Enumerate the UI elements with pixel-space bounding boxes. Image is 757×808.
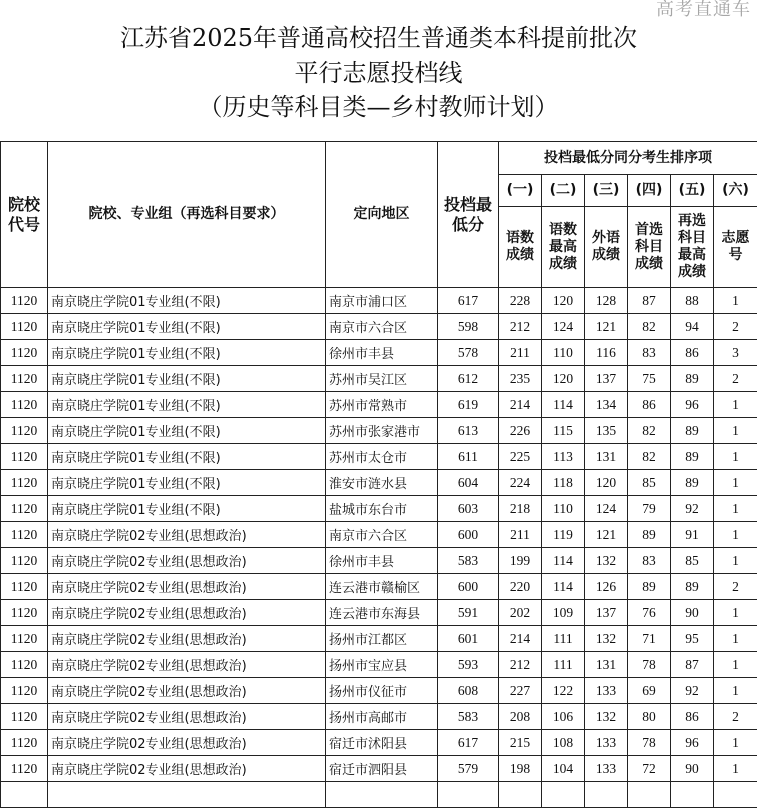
header-rank-5: (五) — [671, 175, 714, 207]
cell-rank-3: 116 — [585, 340, 628, 366]
cell-min-score: 593 — [438, 652, 499, 678]
cell-rank-3: 132 — [585, 704, 628, 730]
cell-rank-1: 227 — [499, 678, 542, 704]
cell-name: 南京晓庄学院01专业组(不限) — [48, 314, 326, 340]
cell-code: 1120 — [1, 704, 48, 730]
cell-rank-3: 133 — [585, 678, 628, 704]
cell-code: 1120 — [1, 444, 48, 470]
cell-code: 1120 — [1, 418, 48, 444]
cell-rank-4: 89 — [628, 522, 671, 548]
cell-rank-6: 1 — [714, 678, 757, 704]
cell-rank-4: 71 — [628, 626, 671, 652]
cell-name: 南京晓庄学院02专业组(思想政治) — [48, 548, 326, 574]
cell-rank-5: 89 — [671, 418, 714, 444]
cell-rank-4: 83 — [628, 340, 671, 366]
cell-region: 盐城市东台市 — [326, 496, 438, 522]
cell-rank-6: 1 — [714, 626, 757, 652]
cell-region: 苏州市常熟市 — [326, 392, 438, 418]
table-row — [1, 392, 757, 418]
table-row — [1, 756, 757, 782]
cell-min-score: 611 — [438, 444, 499, 470]
cell-rank-3: 121 — [585, 522, 628, 548]
header-rank-2: (二) — [542, 175, 585, 207]
cell-rank-6: 1 — [714, 444, 757, 470]
table-row — [1, 522, 757, 548]
cell-rank-6: 1 — [714, 548, 757, 574]
cell-min-score: 600 — [438, 574, 499, 600]
cell-rank-1: 228 — [499, 288, 542, 314]
header-name: 院校、专业组（再选科目要求） — [48, 142, 326, 288]
cell-name: 南京晓庄学院02专业组(思想政治) — [48, 600, 326, 626]
cell-rank-1: 211 — [499, 522, 542, 548]
cell-rank-5: 89 — [671, 366, 714, 392]
cell-min-score: 601 — [438, 626, 499, 652]
cell-code: 1120 — [1, 522, 48, 548]
cell-rank-6: 1 — [714, 418, 757, 444]
table-row — [1, 366, 757, 392]
cell-rank-1: 215 — [499, 730, 542, 756]
cell-rank-3: 128 — [585, 288, 628, 314]
cell-rank-6: 1 — [714, 470, 757, 496]
cell-rank-3: 132 — [585, 626, 628, 652]
cell-rank-4: 80 — [628, 704, 671, 730]
cell-rank-2: 104 — [542, 756, 585, 782]
cell-region: 南京市浦口区 — [326, 288, 438, 314]
cell-rank-4: 82 — [628, 444, 671, 470]
cell-name: 南京晓庄学院02专业组(思想政治) — [48, 652, 326, 678]
cell-rank-3: 126 — [585, 574, 628, 600]
table-row-empty — [1, 782, 757, 808]
cell-rank-1: 212 — [499, 314, 542, 340]
cell-rank-4: 72 — [628, 756, 671, 782]
cell-min-score: 604 — [438, 470, 499, 496]
cell-name: 南京晓庄学院01专业组(不限) — [48, 444, 326, 470]
table-row — [1, 600, 757, 626]
cell-rank-1: 226 — [499, 418, 542, 444]
cell-rank-3: 134 — [585, 392, 628, 418]
cell-rank-4: 86 — [628, 392, 671, 418]
cell-rank-2: 118 — [542, 470, 585, 496]
cell-rank-5: 86 — [671, 340, 714, 366]
cell-name: 南京晓庄学院01专业组(不限) — [48, 392, 326, 418]
cell-min-score: 603 — [438, 496, 499, 522]
cell-min-score: 578 — [438, 340, 499, 366]
cell-rank-4: 78 — [628, 730, 671, 756]
cell-rank-2: 122 — [542, 678, 585, 704]
cell-min-score: 600 — [438, 522, 499, 548]
cell-rank-2: 111 — [542, 652, 585, 678]
cell-rank-3: 133 — [585, 730, 628, 756]
cell-min-score: 583 — [438, 548, 499, 574]
cell-rank-2: 115 — [542, 418, 585, 444]
cell-rank-5: 96 — [671, 392, 714, 418]
cell-code: 1120 — [1, 574, 48, 600]
cell-rank-1: 214 — [499, 626, 542, 652]
cell-region: 苏州市吴江区 — [326, 366, 438, 392]
cell-region: 扬州市高邮市 — [326, 704, 438, 730]
cell-empty — [1, 782, 48, 808]
cell-empty — [326, 782, 438, 808]
cell-rank-1: 199 — [499, 548, 542, 574]
cell-code: 1120 — [1, 652, 48, 678]
cell-rank-5: 94 — [671, 314, 714, 340]
cell-rank-6: 3 — [714, 340, 757, 366]
cell-empty — [671, 782, 714, 808]
cell-rank-2: 114 — [542, 574, 585, 600]
cell-rank-3: 131 — [585, 444, 628, 470]
cell-rank-6: 2 — [714, 366, 757, 392]
cell-rank-4: 82 — [628, 418, 671, 444]
cell-code: 1120 — [1, 730, 48, 756]
cell-rank-4: 83 — [628, 548, 671, 574]
cell-rank-4: 79 — [628, 496, 671, 522]
cell-rank-1: 214 — [499, 392, 542, 418]
header-sub-4: 首选科目成绩 — [628, 207, 671, 288]
cell-rank-3: 131 — [585, 652, 628, 678]
cell-rank-3: 137 — [585, 600, 628, 626]
header-rank-1: (一) — [499, 175, 542, 207]
title-line-1: 江苏省2025年普通高校招生普通类本科提前批次 — [0, 21, 757, 55]
cell-rank-1: 218 — [499, 496, 542, 522]
cell-rank-5: 96 — [671, 730, 714, 756]
cell-empty — [628, 782, 671, 808]
cell-rank-1: 225 — [499, 444, 542, 470]
cell-min-score: 591 — [438, 600, 499, 626]
cell-empty — [585, 782, 628, 808]
cell-rank-3: 120 — [585, 470, 628, 496]
cell-rank-6: 1 — [714, 288, 757, 314]
cell-min-score: 617 — [438, 288, 499, 314]
cell-rank-5: 92 — [671, 678, 714, 704]
table-row — [1, 340, 757, 366]
cell-min-score: 619 — [438, 392, 499, 418]
header-sub-6: 志愿号 — [714, 207, 757, 288]
cell-empty — [48, 782, 326, 808]
cell-name: 南京晓庄学院01专业组(不限) — [48, 470, 326, 496]
cell-rank-5: 92 — [671, 496, 714, 522]
cell-rank-1: 224 — [499, 470, 542, 496]
cell-region: 南京市六合区 — [326, 522, 438, 548]
cell-code: 1120 — [1, 678, 48, 704]
header-min-score: 投档最低分 — [438, 142, 499, 288]
watermark: 高考直通车 — [656, 0, 751, 20]
header-rank-4: (四) — [628, 175, 671, 207]
header-code: 院校代号 — [1, 142, 48, 288]
cell-min-score: 617 — [438, 730, 499, 756]
cell-name: 南京晓庄学院01专业组(不限) — [48, 340, 326, 366]
cell-region: 苏州市太仓市 — [326, 444, 438, 470]
cell-rank-2: 120 — [542, 288, 585, 314]
cell-rank-3: 124 — [585, 496, 628, 522]
cell-code: 1120 — [1, 626, 48, 652]
cell-region: 连云港市东海县 — [326, 600, 438, 626]
title-line-3: （历史等科目类—乡村教师计划） — [0, 90, 757, 124]
cell-code: 1120 — [1, 548, 48, 574]
cell-region: 扬州市江都区 — [326, 626, 438, 652]
cell-rank-5: 85 — [671, 548, 714, 574]
cell-rank-1: 220 — [499, 574, 542, 600]
cell-rank-4: 85 — [628, 470, 671, 496]
cell-rank-6: 1 — [714, 496, 757, 522]
cell-code: 1120 — [1, 340, 48, 366]
cell-rank-3: 137 — [585, 366, 628, 392]
cell-rank-5: 95 — [671, 626, 714, 652]
cell-rank-6: 1 — [714, 600, 757, 626]
cell-region: 苏州市张家港市 — [326, 418, 438, 444]
admission-score-table — [0, 141, 757, 808]
cell-rank-6: 1 — [714, 652, 757, 678]
cell-rank-6: 2 — [714, 574, 757, 600]
table-row — [1, 470, 757, 496]
cell-name: 南京晓庄学院01专业组(不限) — [48, 366, 326, 392]
header-sub-5: 再选科目最高成绩 — [671, 207, 714, 288]
header-sub-2: 语数最高成绩 — [542, 207, 585, 288]
cell-min-score: 612 — [438, 366, 499, 392]
cell-rank-4: 89 — [628, 574, 671, 600]
cell-region: 扬州市宝应县 — [326, 652, 438, 678]
cell-rank-2: 110 — [542, 340, 585, 366]
cell-code: 1120 — [1, 756, 48, 782]
cell-rank-5: 88 — [671, 288, 714, 314]
cell-min-score: 579 — [438, 756, 499, 782]
cell-rank-4: 75 — [628, 366, 671, 392]
cell-rank-5: 89 — [671, 470, 714, 496]
cell-empty — [714, 782, 757, 808]
header-rank-6: (六) — [714, 175, 757, 207]
cell-rank-2: 108 — [542, 730, 585, 756]
cell-rank-5: 91 — [671, 522, 714, 548]
header-tiebreak-group: 投档最低分同分考生排序项 — [499, 142, 757, 175]
cell-name: 南京晓庄学院01专业组(不限) — [48, 496, 326, 522]
cell-rank-1: 208 — [499, 704, 542, 730]
cell-region: 宿迁市泗阳县 — [326, 756, 438, 782]
cell-name: 南京晓庄学院02专业组(思想政治) — [48, 704, 326, 730]
table-row — [1, 288, 757, 314]
cell-region: 淮安市涟水县 — [326, 470, 438, 496]
cell-rank-4: 87 — [628, 288, 671, 314]
title-line-2: 平行志愿投档线 — [0, 56, 757, 90]
cell-rank-4: 69 — [628, 678, 671, 704]
cell-rank-3: 132 — [585, 548, 628, 574]
cell-region: 徐州市丰县 — [326, 340, 438, 366]
cell-rank-6: 1 — [714, 392, 757, 418]
table-row — [1, 626, 757, 652]
cell-rank-5: 89 — [671, 444, 714, 470]
cell-min-score: 613 — [438, 418, 499, 444]
header-sub-1: 语数成绩 — [499, 207, 542, 288]
cell-rank-2: 119 — [542, 522, 585, 548]
cell-rank-5: 86 — [671, 704, 714, 730]
table-row — [1, 652, 757, 678]
cell-name: 南京晓庄学院02专业组(思想政治) — [48, 730, 326, 756]
cell-rank-4: 76 — [628, 600, 671, 626]
table-row — [1, 678, 757, 704]
cell-rank-5: 90 — [671, 756, 714, 782]
table-row — [1, 444, 757, 470]
cell-region: 徐州市丰县 — [326, 548, 438, 574]
cell-code: 1120 — [1, 600, 48, 626]
cell-min-score: 608 — [438, 678, 499, 704]
cell-rank-2: 120 — [542, 366, 585, 392]
cell-rank-1: 212 — [499, 652, 542, 678]
cell-name: 南京晓庄学院02专业组(思想政治) — [48, 626, 326, 652]
cell-code: 1120 — [1, 314, 48, 340]
cell-rank-2: 110 — [542, 496, 585, 522]
table-row — [1, 314, 757, 340]
cell-code: 1120 — [1, 288, 48, 314]
cell-rank-5: 89 — [671, 574, 714, 600]
cell-empty — [542, 782, 585, 808]
cell-rank-3: 133 — [585, 756, 628, 782]
cell-code: 1120 — [1, 366, 48, 392]
cell-min-score: 583 — [438, 704, 499, 730]
cell-rank-2: 114 — [542, 392, 585, 418]
cell-rank-5: 90 — [671, 600, 714, 626]
cell-region: 南京市六合区 — [326, 314, 438, 340]
cell-rank-6: 1 — [714, 522, 757, 548]
header-sub-3: 外语成绩 — [585, 207, 628, 288]
cell-rank-1: 198 — [499, 756, 542, 782]
cell-rank-6: 1 — [714, 730, 757, 756]
cell-name: 南京晓庄学院02专业组(思想政治) — [48, 756, 326, 782]
cell-rank-4: 82 — [628, 314, 671, 340]
cell-rank-2: 111 — [542, 626, 585, 652]
header-rank-3: (三) — [585, 175, 628, 207]
cell-code: 1120 — [1, 470, 48, 496]
cell-rank-5: 87 — [671, 652, 714, 678]
cell-min-score: 598 — [438, 314, 499, 340]
cell-region: 宿迁市沭阳县 — [326, 730, 438, 756]
cell-rank-4: 78 — [628, 652, 671, 678]
table-row — [1, 730, 757, 756]
cell-empty — [499, 782, 542, 808]
cell-code: 1120 — [1, 392, 48, 418]
table-row — [1, 496, 757, 522]
cell-rank-2: 124 — [542, 314, 585, 340]
cell-code: 1120 — [1, 496, 48, 522]
cell-region: 扬州市仪征市 — [326, 678, 438, 704]
cell-rank-2: 106 — [542, 704, 585, 730]
cell-rank-3: 121 — [585, 314, 628, 340]
cell-rank-6: 2 — [714, 704, 757, 730]
cell-empty — [438, 782, 499, 808]
cell-name: 南京晓庄学院01专业组(不限) — [48, 418, 326, 444]
table-row — [1, 418, 757, 444]
cell-rank-2: 114 — [542, 548, 585, 574]
cell-rank-6: 2 — [714, 314, 757, 340]
header-region: 定向地区 — [326, 142, 438, 288]
cell-name: 南京晓庄学院02专业组(思想政治) — [48, 574, 326, 600]
cell-region: 连云港市赣榆区 — [326, 574, 438, 600]
cell-rank-3: 135 — [585, 418, 628, 444]
cell-rank-6: 1 — [714, 756, 757, 782]
cell-name: 南京晓庄学院01专业组(不限) — [48, 288, 326, 314]
cell-rank-1: 211 — [499, 340, 542, 366]
cell-rank-1: 202 — [499, 600, 542, 626]
cell-name: 南京晓庄学院02专业组(思想政治) — [48, 522, 326, 548]
table-row — [1, 548, 757, 574]
cell-rank-2: 109 — [542, 600, 585, 626]
cell-rank-1: 235 — [499, 366, 542, 392]
table-row — [1, 574, 757, 600]
cell-name: 南京晓庄学院02专业组(思想政治) — [48, 678, 326, 704]
cell-rank-2: 113 — [542, 444, 585, 470]
table-row — [1, 704, 757, 730]
